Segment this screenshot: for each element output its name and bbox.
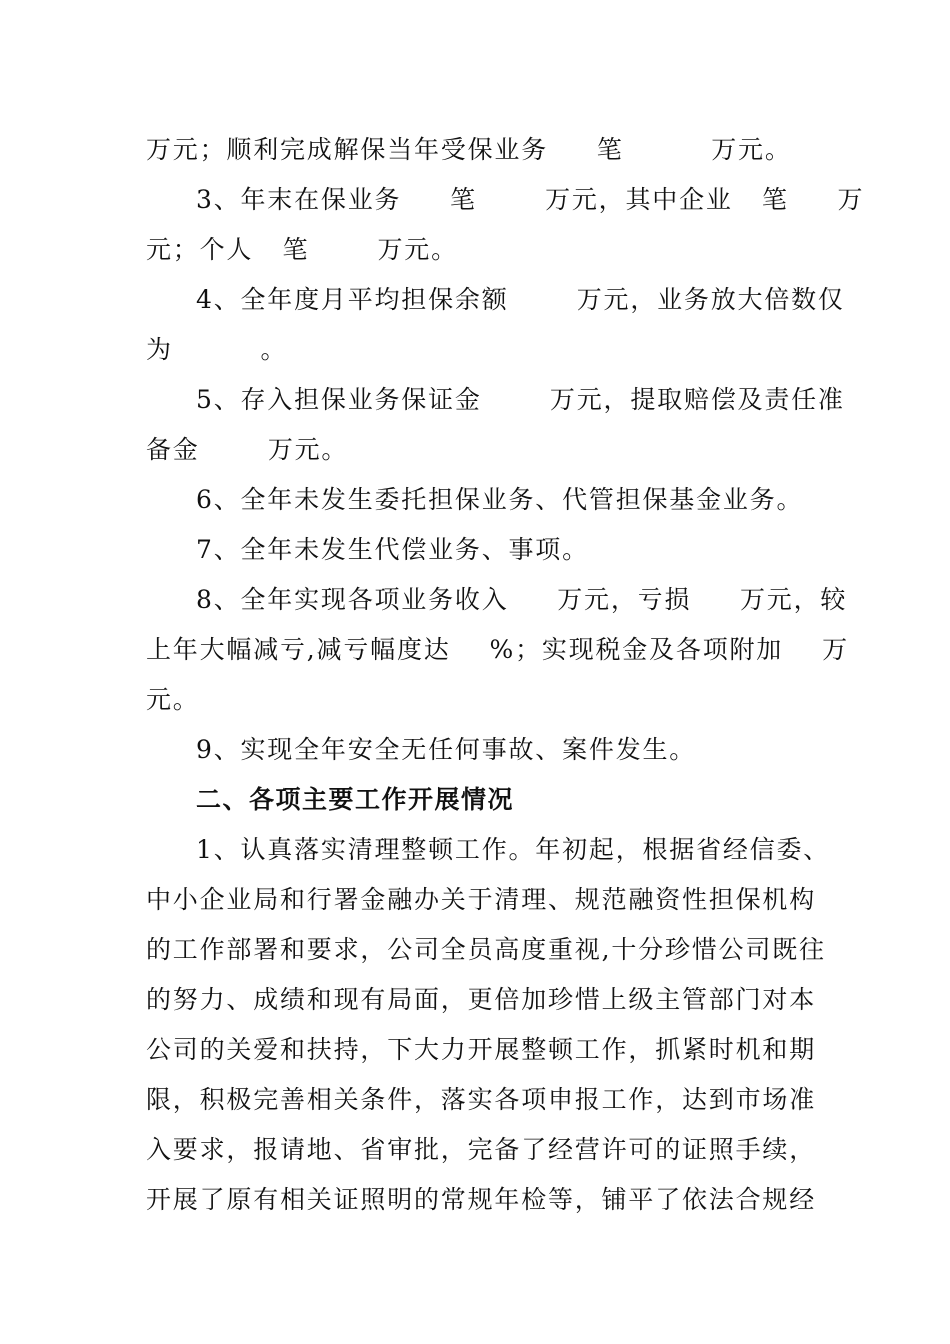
text-line-9: 7、全年未发生代偿业务、事项。 bbox=[196, 535, 589, 564]
text-line-8: 6、全年未发生委托担保业务、代管担保基金业务。 bbox=[196, 485, 804, 514]
text-line-22: 开展了原有相关证照明的常规年检等，铺平了依法合规经 bbox=[146, 1185, 817, 1214]
section-heading: 二、各项主要工作开展情况 bbox=[196, 785, 515, 814]
text-line-7: 备金 万元。 bbox=[146, 435, 349, 464]
text-line-17: 的工作部署和要求，公司全员高度重视,十分珍惜公司既往 bbox=[146, 935, 826, 964]
text-line-19: 公司的关爱和扶持，下大力开展整顿工作，抓紧时机和期 bbox=[146, 1035, 817, 1064]
text-line-20: 限，积极完善相关条件，落实各项申报工作，达到市场准 bbox=[146, 1085, 817, 1114]
text-line-16: 中小企业局和行署金融办关于清理、规范融资性担保机构 bbox=[146, 885, 817, 914]
text-line-5: 为 。 bbox=[146, 335, 288, 364]
text-line-10: 8、全年实现各项业务收入 万元，亏损 万元，较 bbox=[196, 585, 848, 614]
text-line-13: 9、实现全年安全无任何事故、案件发生。 bbox=[196, 735, 697, 764]
text-line-3: 元；个人 笔 万元。 bbox=[146, 235, 458, 264]
text-line-4: 4、全年度月平均担保余额 万元，业务放大倍数仅 bbox=[196, 285, 845, 314]
text-line-12: 元。 bbox=[146, 685, 200, 714]
text-line-21: 入要求，报请地、省审批，完备了经营许可的证照手续， bbox=[146, 1135, 817, 1164]
text-line-18: 的努力、成绩和现有局面，更倍加珍惜上级主管部门对本 bbox=[146, 985, 817, 1014]
text-line-15: 1、认真落实清理整顿工作。年初起，根据省经信委、 bbox=[196, 835, 831, 864]
text-line-1: 万元；顺利完成解保当年受保业务 笔 万元。 bbox=[146, 135, 792, 164]
text-line-11: 上年大幅减亏,减亏幅度达 %；实现税金及各项附加 万 bbox=[146, 635, 849, 664]
text-line-2: 3、年末在保业务 笔 万元，其中企业 笔 万 bbox=[196, 185, 865, 214]
text-line-6: 5、存入担保业务保证金 万元，提取赔偿及责任准 bbox=[196, 385, 845, 414]
